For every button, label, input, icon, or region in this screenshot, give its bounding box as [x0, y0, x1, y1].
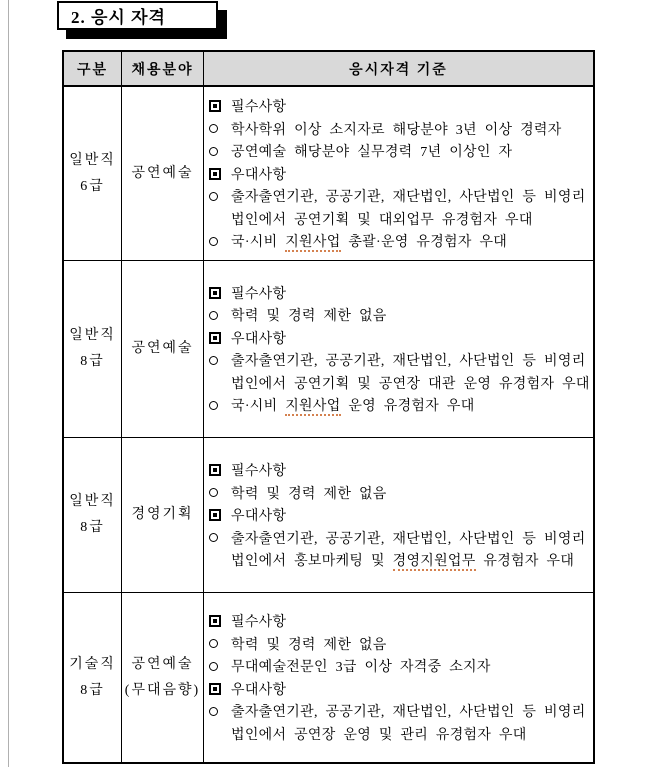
criteria-line — [209, 549, 593, 572]
circle-bullet-icon — [209, 533, 231, 542]
criteria-text — [231, 96, 286, 116]
field-line: 공연예술 — [131, 341, 194, 356]
criteria-text — [231, 186, 586, 206]
category-line: 6급 — [80, 178, 105, 194]
field-cell — [122, 87, 204, 260]
criteria-line — [209, 207, 593, 230]
square-bullet-icon — [209, 464, 231, 476]
criteria-text — [231, 679, 286, 699]
criteria-line — [209, 459, 593, 482]
category-line: 8급 — [80, 682, 105, 698]
criteria-line — [209, 349, 593, 372]
square-bullet-icon — [209, 100, 231, 112]
field-line: 경영기획 — [131, 507, 194, 522]
category-cell — [64, 593, 122, 762]
criteria-text — [231, 634, 387, 654]
criteria-text — [231, 141, 512, 161]
category-cell — [64, 438, 122, 592]
text-segment: 우대사항 — [231, 509, 287, 524]
circle-bullet-icon — [209, 662, 231, 671]
text-segment: 학력 및 경력 제한 없음 — [231, 637, 387, 653]
table-body — [64, 87, 593, 762]
criteria-text — [231, 373, 590, 393]
text-segment: 우대사항 — [231, 167, 287, 183]
text-segment: 출자출연기관, 공공기관, 재단법인, 사단법인 등 비영리 — [231, 190, 586, 205]
square-bullet-icon — [209, 168, 231, 180]
section-title-box — [57, 1, 218, 30]
circle-bullet-icon — [209, 639, 231, 648]
criteria-cell — [204, 593, 593, 762]
criteria-line — [209, 162, 593, 185]
criteria-text — [231, 656, 491, 676]
criteria-text — [231, 550, 574, 570]
field-cell — [122, 261, 204, 437]
text-segment: 국·시비 — [231, 235, 286, 250]
category-line: 8급 — [80, 354, 105, 369]
field-cell — [122, 593, 204, 762]
square-bullet-icon — [209, 615, 231, 627]
text-segment: 우대사항 — [231, 331, 287, 347]
circle-bullet-icon — [209, 401, 231, 410]
criteria-line — [209, 526, 593, 549]
category-line: 일반직 — [69, 328, 116, 343]
criteria-line — [209, 678, 593, 701]
field-line: 공연예술 — [131, 165, 194, 181]
text-segment: 법인에서 공연기획 및 대외업무 유경험자 우대 — [231, 212, 533, 228]
text-segment: 우대사항 — [231, 682, 287, 698]
text-segment: 필수사항 — [231, 615, 287, 631]
criteria-line — [209, 655, 593, 678]
text-segment: 필수사항 — [231, 464, 287, 479]
criteria-text — [231, 611, 286, 631]
criteria-line — [209, 394, 593, 417]
text-segment: 총괄·운영 유경험자 우대 — [340, 235, 508, 250]
criteria-cell — [204, 438, 593, 592]
text-segment: 학력 및 경력 제한 없음 — [231, 309, 387, 325]
category-line: 일반직 — [69, 152, 116, 168]
category-line: 8급 — [80, 520, 105, 535]
criteria-text — [231, 231, 507, 251]
page-edge-line — [8, 0, 9, 767]
field-line: (무대음향) — [124, 682, 201, 698]
criteria-text — [231, 701, 586, 721]
text-segment: 필수사항 — [231, 286, 287, 302]
indent-spacer — [209, 730, 231, 738]
category-line: 일반직 — [69, 494, 116, 509]
text-segment: 학사학위 이상 소지자로 해당분야 3년 이상 경력자 — [231, 122, 562, 138]
criteria-line — [209, 327, 593, 350]
criteria-text — [231, 305, 387, 325]
criteria-text — [231, 283, 286, 303]
header-field: 채용분야 — [122, 52, 204, 85]
text-segment: 무대예술전문인 3급 이상 자격중 소지자 — [231, 660, 491, 676]
header-criteria: 응시자격 기준 — [349, 62, 448, 78]
table-row — [64, 87, 593, 261]
criteria-line — [209, 700, 593, 723]
indent-spacer — [209, 379, 231, 387]
criteria-text — [231, 350, 586, 370]
criteria-line — [209, 481, 593, 504]
indent-spacer — [209, 556, 231, 564]
criteria-text — [231, 119, 562, 139]
criteria-line — [209, 633, 593, 656]
circle-bullet-icon — [209, 192, 231, 201]
spellcheck-underlined-text: 지원사업 — [285, 399, 341, 415]
table-row — [64, 438, 593, 593]
criteria-line — [209, 117, 593, 140]
table-header-row — [64, 52, 593, 87]
criteria-cell — [204, 87, 593, 260]
text-segment: 국·시비 — [231, 399, 286, 415]
square-bullet-icon — [209, 332, 231, 344]
table-row — [64, 261, 593, 438]
text-segment: 출자출연기관, 공공기관, 재단법인, 사단법인 등 비영리 — [231, 705, 586, 721]
criteria-text — [231, 528, 586, 548]
spellcheck-underlined-text: 지원사업 — [285, 235, 341, 250]
criteria-line — [209, 610, 593, 633]
criteria-text — [231, 505, 286, 525]
circle-bullet-icon — [209, 147, 231, 156]
text-segment: 학력 및 경력 제한 없음 — [231, 486, 387, 502]
text-segment: 출자출연기관, 공공기관, 재단법인, 사단법인 등 비영리 — [231, 354, 586, 370]
header-category: 구분 — [64, 52, 122, 85]
qualification-table — [62, 50, 595, 764]
criteria-text — [231, 724, 527, 744]
criteria-cell — [204, 261, 593, 437]
criteria-line — [209, 723, 593, 746]
circle-bullet-icon — [209, 237, 231, 246]
criteria-text — [231, 328, 286, 348]
text-segment: 운영 유경험자 우대 — [340, 399, 475, 415]
circle-bullet-icon — [209, 311, 231, 320]
criteria-line — [209, 372, 593, 395]
criteria-line — [209, 95, 593, 118]
section-title: 2. 응시 자격 — [71, 8, 166, 27]
square-bullet-icon — [209, 287, 231, 299]
criteria-line — [209, 185, 593, 208]
table-row — [64, 593, 593, 762]
circle-bullet-icon — [209, 356, 231, 365]
indent-spacer — [209, 215, 231, 223]
text-segment: 법인에서 공연기획 및 공연장 대관 운영 유경험자 우대 — [231, 376, 590, 392]
field-cell — [122, 438, 204, 592]
text-segment: 유경험자 우대 — [475, 554, 575, 569]
criteria-line — [209, 304, 593, 327]
criteria-line — [209, 504, 593, 527]
square-bullet-icon — [209, 683, 231, 695]
criteria-text — [231, 164, 286, 184]
criteria-text — [231, 483, 387, 503]
criteria-line — [209, 230, 593, 253]
criteria-line — [209, 140, 593, 163]
circle-bullet-icon — [209, 488, 231, 497]
criteria-text — [231, 395, 475, 415]
category-cell — [64, 87, 122, 260]
criteria-line — [209, 282, 593, 305]
category-cell — [64, 261, 122, 437]
text-segment: 필수사항 — [231, 100, 287, 115]
text-segment: 법인에서 홍보마케팅 및 — [231, 554, 393, 569]
criteria-text — [231, 460, 286, 480]
circle-bullet-icon — [209, 707, 231, 716]
square-bullet-icon — [209, 509, 231, 521]
text-segment: 출자출연기관, 공공기관, 재단법인, 사단법인 등 비영리 — [231, 531, 586, 547]
circle-bullet-icon — [209, 124, 231, 133]
text-segment: 공연예술 해당분야 실무경력 7년 이상인 자 — [231, 145, 513, 160]
category-line: 기술직 — [69, 656, 116, 672]
criteria-text — [231, 209, 533, 229]
spellcheck-underlined-text: 경영지원업무 — [392, 554, 476, 569]
field-line: 공연예술 — [131, 656, 194, 672]
text-segment: 법인에서 공연장 운영 및 관리 유경험자 우대 — [231, 727, 527, 743]
